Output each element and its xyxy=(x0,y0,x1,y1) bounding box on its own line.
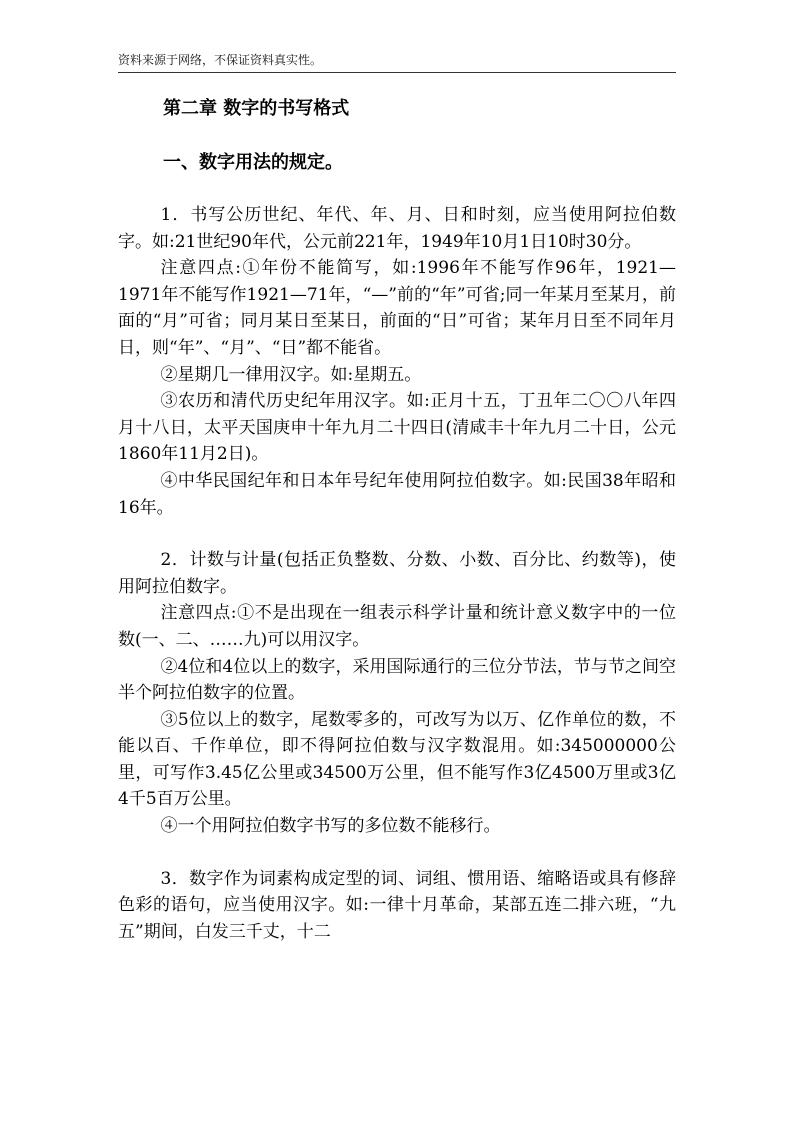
paragraph-2-note-3: ③5位以上的数字，尾数零多的，可改写为以万、亿作单位的数，不能以百、千作单位，即不得阿拉伯数与汉字数混用。如:345000000公里，可写作3.45亿公里或34500万公里，但不能写作3亿4500万里或3亿4千5百万公里。 xyxy=(118,709,676,810)
paragraph-note-1: 注意四点:①年份不能简写，如:1996年不能写作96年，1921—1971年不能写作1921—71年，“—”前的“年”可省;同一年某月至某月，前面的“月”可省；同月某日至某日，前面的“日”可省；某年月日至不同年月日，则“年”、“月”、“日”都不能省。 xyxy=(118,258,676,358)
paragraph-note-4: ④中华民国纪年和日本年号纪年使用阿拉伯数字。如:民国38年昭和16年。 xyxy=(118,470,676,518)
chapter-title: 第二章 数字的书写格式 xyxy=(163,98,350,119)
paragraph-2: 2．计数与计量(包括正负整数、分数、小数、百分比、约数等)，使用阿拉伯数字。 xyxy=(118,550,676,597)
spacer xyxy=(118,176,676,202)
paragraph-note-3: ③农历和清代历史纪年用汉字。如:正月十五，丁丑年二〇〇八年四月十八日，太平天国庚申十年九月二十四日(清咸丰十年九月二十日，公元1860年11月2日)。 xyxy=(118,391,676,465)
section-title: 一、数字用法的规定。 xyxy=(163,152,343,173)
paragraph-note-2: ②星期几一律用汉字。如:星期五。 xyxy=(160,364,422,385)
paragraph-2-note-1: 注意四点:①不是出现在一组表示科学计量和统计意义数字中的一位数(一、二、……九)可以用汉字。 xyxy=(118,603,676,650)
paragraph-1: 1．书写公历世纪、年代、年、月、日和时刻，应当使用阿拉伯数字。如:21世纪90年代，公元前221年，1949年10月1日10时30分。 xyxy=(118,205,676,252)
header-divider xyxy=(118,72,676,73)
spacer xyxy=(118,521,676,547)
spacer xyxy=(118,840,676,866)
document-body xyxy=(118,92,676,945)
paragraph-2-note-4: ④一个用阿拉伯数字书写的多位数不能移行。 xyxy=(160,816,501,837)
paragraph-2-note-2: ②4位和4位以上的数字，采用国际通行的三位分节法，节与节之间空半个阿拉伯数字的位置。 xyxy=(118,656,676,704)
paragraph-3: 3．数字作为词素构成定型的词、词组、惯用语、缩略语或具有修辞色彩的语句，应当使用汉字。如:一律十月革命，某部五连二排六班，“九五”期间，白发三千丈，十二 xyxy=(118,868,676,942)
source-disclaimer: 资料来源于网络，不保证资料真实性。 xyxy=(118,53,323,67)
